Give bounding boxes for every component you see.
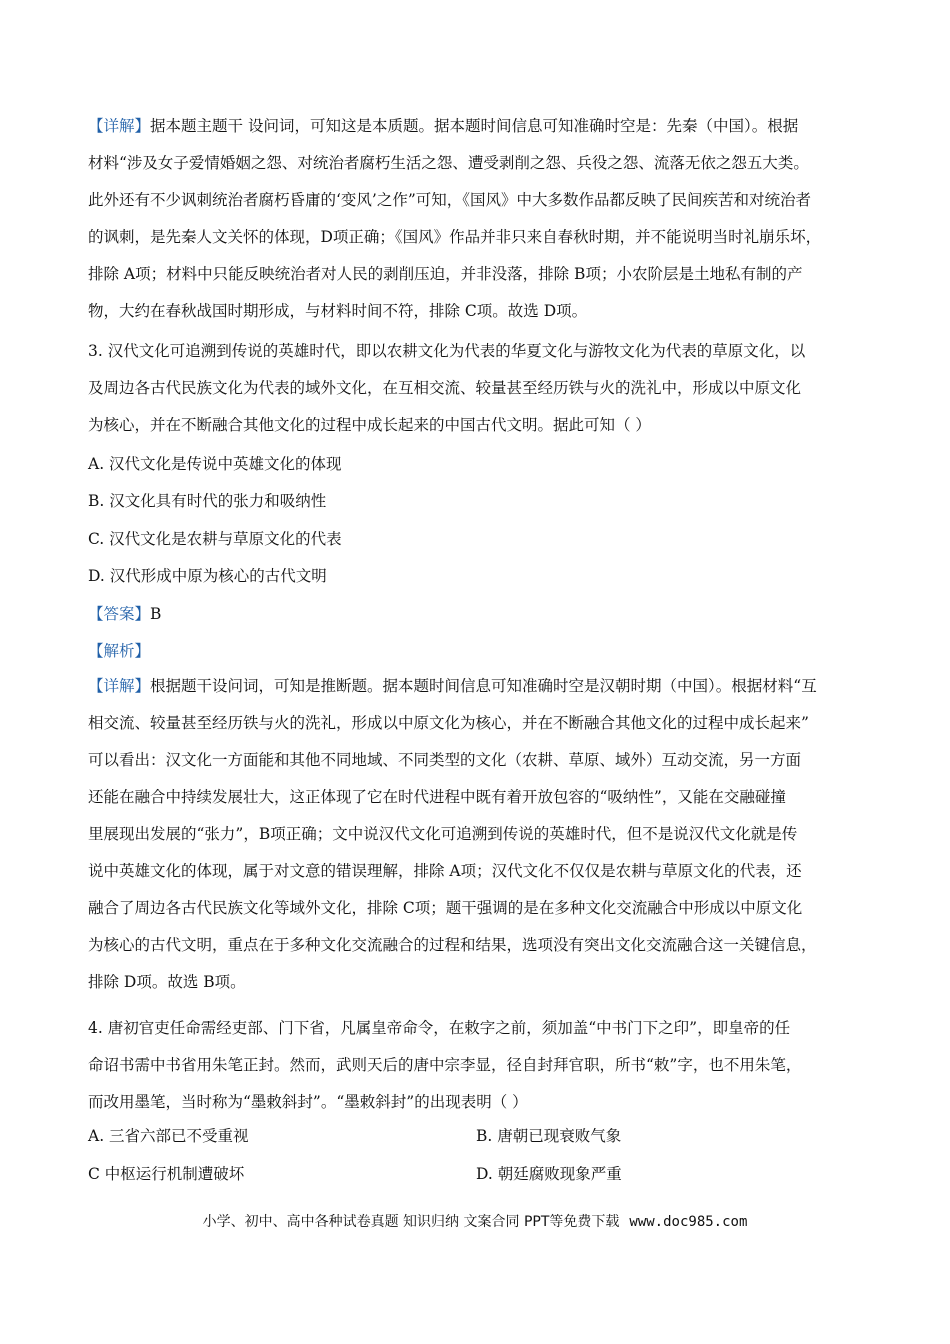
- q3-explanation-line: 可以看出：汉文化一方面能和其他不同地域、不同类型的文化（农耕、草原、域外）互动交流，另一方面: [88, 751, 802, 769]
- q3-option-c: C. 汉代文化是农耕与草原文化的代表: [88, 530, 342, 548]
- q3-option-b: B. 汉文化具有时代的张力和吸纳性: [88, 492, 327, 510]
- explain-tag: 【详解】: [88, 677, 151, 695]
- q3-explanation-line: 相交流、较量甚至经历铁与火的洗礼，形成以中原文化为核心，并在不断融合其他文化的过程中成长起来”: [88, 714, 809, 732]
- q3-explanation-line: 为核心的古代文明，重点在于多种文化交流融合的过程和结果，选项没有突出文化交流融合这一关键信息，: [88, 936, 817, 954]
- q4-stem: [88, 1010, 868, 1121]
- answer-value: B: [150, 605, 162, 623]
- page-footer: [0, 1211, 950, 1231]
- q3-explanation: [88, 668, 868, 1001]
- q4-option-a: A. 三省六部已不受重视: [88, 1127, 249, 1145]
- q4-option-d: D. 朝廷腐败现象严重: [476, 1165, 622, 1183]
- q2-explanation-line: 材料“涉及女子爱情婚姻之怨、对统治者腐朽生活之怨、遭受剥削之怨、兵役之怨、流落无依之怨五大类。: [88, 154, 809, 172]
- q2-explanation-line: 的讽刺，是先秦人文关怀的体现，D项正确；《国风》作品并非只来自春秋时期，并不能说明当时礼崩乐坏，: [88, 228, 822, 246]
- q2-explanation-line: 排除 A项；材料中只能反映统治者对人民的剥削压迫，并非没落，排除 B项；小农阶层是土地私有制的产: [88, 265, 803, 283]
- q2-explanation: [88, 108, 868, 330]
- q3-stem-line: 及周边各古代民族文化为代表的域外文化，在互相交流、较量甚至经历铁与火的洗礼中，形成以中原文化: [88, 379, 802, 397]
- q4-stem-line: 4. 唐初官吏任命需经吏部、门下省，凡属皇帝命令，在敕字之前，须加盖“中书门下之印”，即皇帝的任: [88, 1019, 791, 1037]
- q2-explanation-line: 【详解】据本题主题干 设问词，可知这是本质题。据本题时间信息可知准确时空是：先秦（中国）。根据: [88, 117, 799, 135]
- q3-explanation-line: 还能在融合中持续发展壮大，这正体现了它在时代进程中既有着开放包容的“吸纳性”，又能在交融碰撞: [88, 788, 786, 806]
- q3-stem-line: 为核心，并在不断融合其他文化的过程中成长起来的中国古代文明。据此可知（ ）: [88, 416, 651, 434]
- q3-explanation-line: 【详解】根据题干设问词，可知是推断题。据本题时间信息可知准确时空是汉朝时期（中国）。根据材料“互: [88, 677, 817, 695]
- q4-stem-line: 而改用墨笔，当时称为“墨敕斜封”。“墨敕斜封”的出现表明（ ）: [88, 1093, 528, 1111]
- q3-stem: [88, 333, 868, 444]
- analysis-tag: 【解析】: [88, 642, 151, 660]
- footer-url[interactable]: www.doc985.com: [629, 1214, 748, 1230]
- q3-explanation-line: 融合了周边各古代民族文化等域外文化，排除 C项；题干强调的是在多种文化交流融合中形成以中原文化: [88, 899, 803, 917]
- q3-explanation-line: 说中英雄文化的体现，属于对文意的错误理解，排除 A项；汉代文化不仅仅是农耕与草原文化的代表，还: [88, 862, 802, 880]
- footer-text: 小学、初中、高中各种试卷真题 知识归纳 文案合同 PPT等免费下载: [202, 1214, 620, 1230]
- q3-option-a: A. 汉代文化是传说中英雄文化的体现: [88, 455, 342, 473]
- q4-option-b: B. 唐朝已现衰败气象: [476, 1127, 622, 1145]
- q3-explanation-line: 排除 D项。故选 B项。: [88, 973, 246, 991]
- q3-answer: [88, 602, 161, 624]
- q4-stem-line: 命诏书需中书省用朱笔正封。然而，武则天后的唐中宗李显，径自封拜官职，所书“敕”字，也不用朱笔，: [88, 1056, 802, 1074]
- q3-analysis-heading: [88, 639, 150, 661]
- q2-explanation-line: 物，大约在春秋战国时期形成，与材料时间不符，排除 C项。故选 D项。: [88, 302, 588, 320]
- q3-stem-line: 3. 汉代文化可追溯到传说的英雄时代，即以农耕文化为代表的华夏文化与游牧文化为代表的草原文化，以: [88, 342, 806, 360]
- q3-option-d: D. 汉代形成中原为核心的古代文明: [88, 567, 327, 585]
- q2-explanation-line: 此外还有不少讽刺统治者腐朽昏庸的‘变风’之作”可知，《国风》中大多数作品都反映了民间疾苦和对统治者: [88, 191, 812, 209]
- answer-tag: 【答案】: [88, 605, 151, 623]
- explain-tag: 【详解】: [88, 117, 151, 135]
- q4-option-c: C 中枢运行机制遭破坏: [88, 1165, 245, 1183]
- q3-explanation-line: 里展现出发展的“张力”，B项正确；文中说汉代文化可追溯到传说的英雄时代，但不是说汉代文化就是传: [88, 825, 798, 843]
